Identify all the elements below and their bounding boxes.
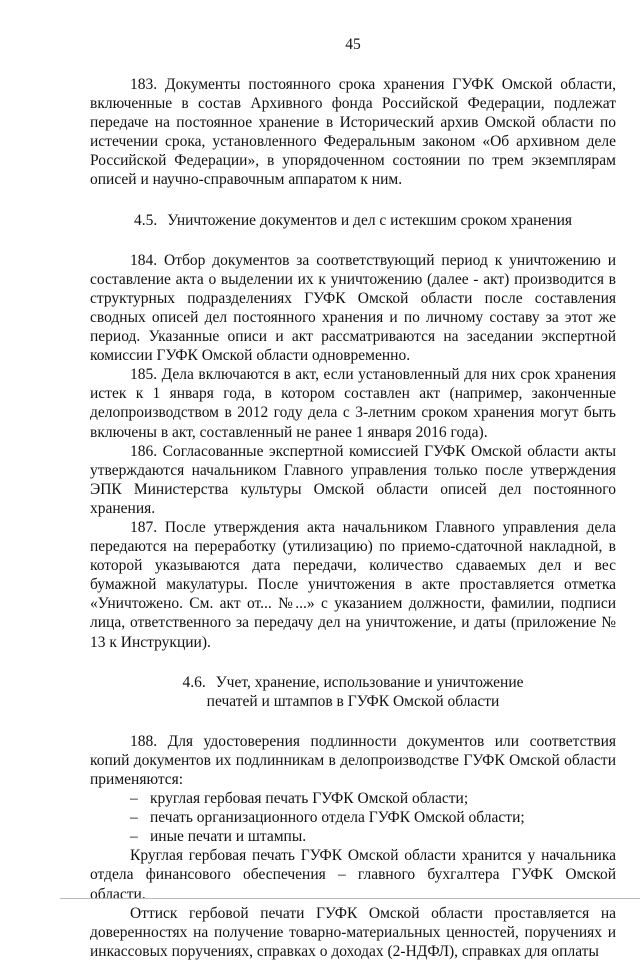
paragraph-183: 183. Документы постоянного срока хранения ГУФК Омской области, включенные в состав Архивного фонда Российской Федерации, подлежат передаче на постоянное хранение в Исторический архив Омской области по истечении срока, установленного Федеральным законом «Об архивном деле Российской Федерации», в упорядоченном состоянии по трем экземплярам описей и научно-справочным аппаратом к ним.: [90, 76, 616, 189]
list-dash: –: [130, 790, 138, 808]
section-heading-4-6: [90, 673, 616, 711]
paragraph-186: 186. Согласованные экспертной комиссией ГУФК Омской области акты утверждаются начальником Главного управления только после утверждения ЭПК Министерства культуры Омской области описей дел постоянного хранения.: [90, 442, 616, 517]
paragraph-stamp-storage: Круглая гербовая печать ГУФК Омской области хранится у начальника отдела финансового обеспечения – главного бухгалтера ГУФК Омской области.: [90, 847, 616, 903]
list-item-text: круглая гербовая печать ГУФК Омской области;: [150, 790, 469, 808]
list-item: [90, 789, 616, 808]
section-title-line-1: Учет, хранение, использование и уничтожение: [215, 673, 524, 691]
section-number: 4.5.: [133, 211, 158, 229]
paragraph-184: 184. Отбор документов за соответствующий период к уничтожению и составление акта о выделении их к уничтожению (далее - акт) производится в структурных подразделениях ГУФК Омской области после составления сводных описей дел постоянного хранения и по личному составу за этот же период. Указанные описи и акт рассматриваются на заседании экспертной комиссии ГУФК Омской области одновременно.: [90, 251, 616, 365]
list-item-text: печать организационного отдела ГУФК Омской области;: [150, 809, 525, 827]
paragraph-187: 187. После утверждения акта начальником Главного управления дела передаются на переработку (утилизацию) по приемо-сдаточной накладной, в которой указываются дата передачи, количество сдаваемых дел и вес бумажной макулатуры. После уничтожения в акте проставляется отметка «Уничтожено. См. акт от... №...» с указанием должности, фамилии, подписи лица, ответственного за передачу дел на уничтожение, и даты (приложение № 13 к Инструкции).: [90, 518, 616, 651]
list-item: [90, 808, 616, 827]
paragraph-185: 185. Дела включаются в акт, если установленный для них срок хранения истек к 1 января года, в котором составлен акт (например, законченные делопроизводством в 2012 году дела с 3-летним сроком хранения могут быть включены в акт, составленный не ранее 1 января 2016 года).: [90, 366, 616, 441]
paragraph-188: 188. Для удостоверения подлинности документов или соответствия копий документов их подлинникам в делопроизводстве ГУФК Омской области применяются:: [90, 732, 616, 788]
page-number: 45: [345, 36, 361, 53]
section-title: Уничтожение документов и дел с истекшим сроком хранения: [167, 211, 572, 229]
section-heading-4-5: [90, 211, 616, 230]
list-dash: –: [130, 809, 138, 827]
section-number: 4.6.: [182, 673, 206, 691]
section-heading-line-1: [90, 673, 616, 692]
list-item-text: иные печати и штампы.: [150, 828, 307, 846]
page-bottom-edge: [60, 898, 640, 899]
paragraph-stamp-usage: Оттиск гербовой печати ГУФК Омской области проставляется на доверенностях на получение товарно-материальных ценностей, поручениях и инкассовых поручениях, справках о доходах (2-НДФЛ), справках для оплаты: [90, 904, 616, 960]
list-item: [90, 827, 616, 846]
section-title-line-2: печатей и штампов в ГУФК Омской области: [206, 692, 500, 710]
list-dash: –: [130, 828, 138, 846]
